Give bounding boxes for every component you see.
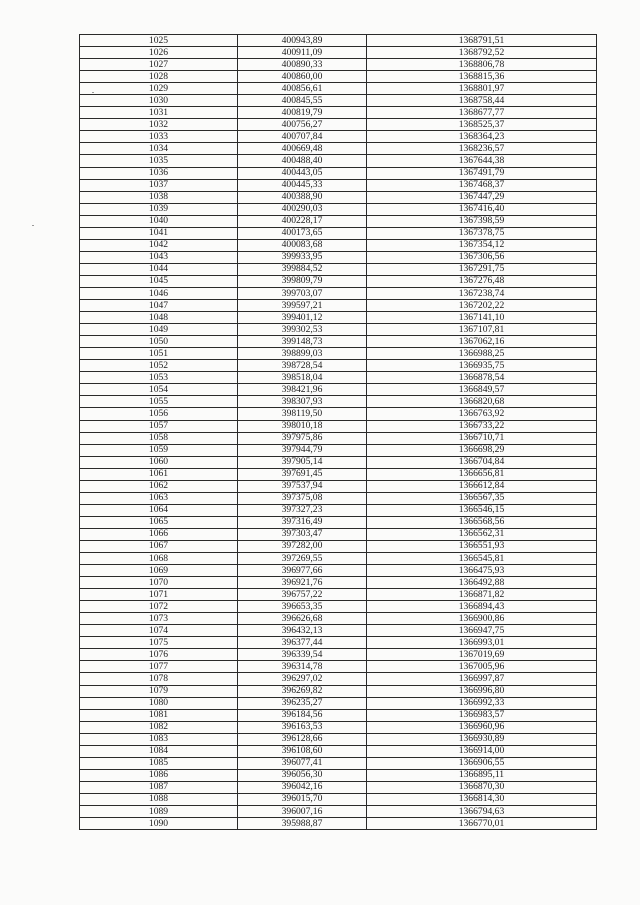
point-number-cell: 1033 [80, 131, 238, 143]
x-coordinate-cell: 400228,17 [238, 215, 367, 227]
point-number-cell: 1047 [80, 300, 238, 312]
x-coordinate-cell: 400707,84 [238, 131, 367, 143]
scan-speck [32, 225, 34, 226]
x-coordinate-cell: 397327,23 [238, 504, 367, 516]
y-coordinate-cell: 1367378,75 [367, 227, 597, 239]
y-coordinate-cell: 1367491,79 [367, 167, 597, 179]
point-number-cell: 1037 [80, 179, 238, 191]
x-coordinate-cell: 399302,53 [238, 324, 367, 336]
x-coordinate-cell: 397303,47 [238, 528, 367, 540]
x-coordinate-cell: 396653,35 [238, 601, 367, 613]
x-coordinate-cell: 400845,55 [238, 95, 367, 107]
x-coordinate-cell: 396977,66 [238, 565, 367, 577]
table-row [80, 107, 597, 119]
point-number-cell: 1045 [80, 275, 238, 287]
y-coordinate-cell: 1366546,15 [367, 504, 597, 516]
table-row [80, 360, 597, 372]
x-coordinate-cell: 400819,79 [238, 107, 367, 119]
point-number-cell: 1058 [80, 432, 238, 444]
y-coordinate-cell: 1367354,12 [367, 239, 597, 251]
x-coordinate-cell: 397282,00 [238, 540, 367, 552]
point-number-cell: 1069 [80, 565, 238, 577]
point-number-cell: 1061 [80, 468, 238, 480]
y-coordinate-cell: 1368815,36 [367, 71, 597, 83]
x-coordinate-cell: 396314,78 [238, 661, 367, 673]
y-coordinate-cell: 1366871,82 [367, 589, 597, 601]
x-coordinate-cell: 398899,03 [238, 348, 367, 360]
table-row [80, 384, 597, 396]
x-coordinate-cell: 400388,90 [238, 191, 367, 203]
y-coordinate-cell: 1366551,93 [367, 540, 597, 552]
y-coordinate-cell: 1366770,01 [367, 818, 597, 830]
x-coordinate-cell: 396042,16 [238, 781, 367, 793]
x-coordinate-cell: 396432,13 [238, 625, 367, 637]
x-coordinate-cell: 399703,07 [238, 287, 367, 299]
y-coordinate-cell: 1366878,54 [367, 372, 597, 384]
point-number-cell: 1040 [80, 215, 238, 227]
table-row [80, 806, 597, 818]
table-row [80, 601, 597, 613]
y-coordinate-cell: 1367291,75 [367, 263, 597, 275]
x-coordinate-cell: 400445,33 [238, 179, 367, 191]
table-row [80, 697, 597, 709]
x-coordinate-cell: 396015,70 [238, 793, 367, 805]
y-coordinate-cell: 1366820,68 [367, 396, 597, 408]
x-coordinate-cell: 396626,68 [238, 613, 367, 625]
y-coordinate-cell: 1366914,00 [367, 745, 597, 757]
table-row [80, 769, 597, 781]
y-coordinate-cell: 1366849,57 [367, 384, 597, 396]
y-coordinate-cell: 1366733,22 [367, 420, 597, 432]
x-coordinate-cell: 396184,56 [238, 709, 367, 721]
point-number-cell: 1052 [80, 360, 238, 372]
point-number-cell: 1026 [80, 47, 238, 59]
table-row [80, 528, 597, 540]
x-coordinate-cell: 400443,05 [238, 167, 367, 179]
x-coordinate-cell: 397537,94 [238, 480, 367, 492]
point-number-cell: 1055 [80, 396, 238, 408]
y-coordinate-cell: 1367447,29 [367, 191, 597, 203]
point-number-cell: 1031 [80, 107, 238, 119]
table-row [80, 396, 597, 408]
table-row [80, 432, 597, 444]
point-number-cell: 1050 [80, 336, 238, 348]
table-row [80, 71, 597, 83]
y-coordinate-cell: 1367468,37 [367, 179, 597, 191]
table-row [80, 685, 597, 697]
x-coordinate-cell: 396269,82 [238, 685, 367, 697]
point-number-cell: 1088 [80, 793, 238, 805]
y-coordinate-cell: 1368758,44 [367, 95, 597, 107]
x-coordinate-cell: 397975,86 [238, 432, 367, 444]
table-row [80, 625, 597, 637]
point-number-cell: 1075 [80, 637, 238, 649]
x-coordinate-cell: 399148,73 [238, 336, 367, 348]
x-coordinate-cell: 398010,18 [238, 420, 367, 432]
table-row [80, 504, 597, 516]
table-row [80, 444, 597, 456]
table-row [80, 312, 597, 324]
table-row [80, 637, 597, 649]
point-number-cell: 1036 [80, 167, 238, 179]
x-coordinate-cell: 400756,27 [238, 119, 367, 131]
table-row [80, 119, 597, 131]
point-number-cell: 1051 [80, 348, 238, 360]
point-number-cell: 1039 [80, 203, 238, 215]
x-coordinate-cell: 398307,93 [238, 396, 367, 408]
x-coordinate-cell: 396163,53 [238, 721, 367, 733]
x-coordinate-cell: 397375,08 [238, 492, 367, 504]
table-row [80, 227, 597, 239]
table-row [80, 745, 597, 757]
table-row [80, 553, 597, 565]
x-coordinate-cell: 398119,50 [238, 408, 367, 420]
y-coordinate-cell: 1366870,30 [367, 781, 597, 793]
point-number-cell: 1057 [80, 420, 238, 432]
point-number-cell: 1071 [80, 589, 238, 601]
x-coordinate-cell: 400856,61 [238, 83, 367, 95]
y-coordinate-cell: 1367062,16 [367, 336, 597, 348]
y-coordinate-cell: 1366562,31 [367, 528, 597, 540]
x-coordinate-cell: 398728,54 [238, 360, 367, 372]
x-coordinate-cell: 397269,55 [238, 553, 367, 565]
y-coordinate-cell: 1366930,89 [367, 733, 597, 745]
table-row [80, 372, 597, 384]
y-coordinate-cell: 1366698,29 [367, 444, 597, 456]
x-coordinate-cell: 399401,12 [238, 312, 367, 324]
x-coordinate-cell: 396128,66 [238, 733, 367, 745]
x-coordinate-cell: 400860,00 [238, 71, 367, 83]
y-coordinate-cell: 1366935,75 [367, 360, 597, 372]
point-number-cell: 1074 [80, 625, 238, 637]
table-row [80, 179, 597, 191]
x-coordinate-cell: 396377,44 [238, 637, 367, 649]
table-row [80, 480, 597, 492]
point-number-cell: 1043 [80, 251, 238, 263]
y-coordinate-cell: 1366906,55 [367, 757, 597, 769]
x-coordinate-cell: 400911,09 [238, 47, 367, 59]
y-coordinate-cell: 1367416,40 [367, 203, 597, 215]
table-row [80, 649, 597, 661]
y-coordinate-cell: 1366710,71 [367, 432, 597, 444]
table-row [80, 420, 597, 432]
y-coordinate-cell: 1366983,57 [367, 709, 597, 721]
point-number-cell: 1035 [80, 155, 238, 167]
point-number-cell: 1065 [80, 516, 238, 528]
coordinate-table-body [80, 35, 597, 830]
y-coordinate-cell: 1368525,37 [367, 119, 597, 131]
point-number-cell: 1078 [80, 673, 238, 685]
y-coordinate-cell: 1366475,93 [367, 565, 597, 577]
x-coordinate-cell: 395988,87 [238, 818, 367, 830]
point-number-cell: 1038 [80, 191, 238, 203]
table-row [80, 661, 597, 673]
x-coordinate-cell: 399597,21 [238, 300, 367, 312]
point-number-cell: 1028 [80, 71, 238, 83]
table-row [80, 35, 597, 47]
point-number-cell: 1079 [80, 685, 238, 697]
table-row [80, 456, 597, 468]
x-coordinate-cell: 400669,48 [238, 143, 367, 155]
point-number-cell: 1067 [80, 540, 238, 552]
x-coordinate-cell: 400890,33 [238, 59, 367, 71]
point-number-cell: 1081 [80, 709, 238, 721]
table-row [80, 408, 597, 420]
point-number-cell: 1076 [80, 649, 238, 661]
table-row [80, 83, 597, 95]
table-row [80, 275, 597, 287]
y-coordinate-cell: 1368364,23 [367, 131, 597, 143]
y-coordinate-cell: 1366992,33 [367, 697, 597, 709]
table-row [80, 781, 597, 793]
y-coordinate-cell: 1366993,01 [367, 637, 597, 649]
x-coordinate-cell: 396339,54 [238, 649, 367, 661]
table-row [80, 492, 597, 504]
x-coordinate-cell: 398518,04 [238, 372, 367, 384]
table-row [80, 324, 597, 336]
y-coordinate-cell: 1368677,77 [367, 107, 597, 119]
y-coordinate-cell: 1366947,75 [367, 625, 597, 637]
table-row [80, 733, 597, 745]
table-row [80, 516, 597, 528]
y-coordinate-cell: 1367398,59 [367, 215, 597, 227]
point-number-cell: 1062 [80, 480, 238, 492]
x-coordinate-cell: 400173,65 [238, 227, 367, 239]
table-row [80, 348, 597, 360]
y-coordinate-cell: 1366996,80 [367, 685, 597, 697]
point-number-cell: 1064 [80, 504, 238, 516]
y-coordinate-cell: 1367202,22 [367, 300, 597, 312]
table-row [80, 589, 597, 601]
table-row [80, 577, 597, 589]
point-number-cell: 1080 [80, 697, 238, 709]
x-coordinate-cell: 399933,95 [238, 251, 367, 263]
y-coordinate-cell: 1366960,96 [367, 721, 597, 733]
y-coordinate-cell: 1366988,25 [367, 348, 597, 360]
y-coordinate-cell: 1367005,96 [367, 661, 597, 673]
point-number-cell: 1073 [80, 613, 238, 625]
point-number-cell: 1027 [80, 59, 238, 71]
y-coordinate-cell: 1367644,38 [367, 155, 597, 167]
y-coordinate-cell: 1366567,35 [367, 492, 597, 504]
y-coordinate-cell: 1367306,56 [367, 251, 597, 263]
point-number-cell: 1066 [80, 528, 238, 540]
table-row [80, 287, 597, 299]
y-coordinate-cell: 1366763,92 [367, 408, 597, 420]
x-coordinate-cell: 396235,27 [238, 697, 367, 709]
point-number-cell: 1060 [80, 456, 238, 468]
y-coordinate-cell: 1366612,84 [367, 480, 597, 492]
point-number-cell: 1046 [80, 287, 238, 299]
point-number-cell: 1032 [80, 119, 238, 131]
table-row [80, 540, 597, 552]
table-row [80, 818, 597, 830]
point-number-cell: 1090 [80, 818, 238, 830]
x-coordinate-cell: 396108,60 [238, 745, 367, 757]
y-coordinate-cell: 1367019,69 [367, 649, 597, 661]
point-number-cell: 1029 [80, 83, 238, 95]
table-row [80, 673, 597, 685]
y-coordinate-cell: 1366794,63 [367, 806, 597, 818]
x-coordinate-cell: 399884,52 [238, 263, 367, 275]
point-number-cell: 1054 [80, 384, 238, 396]
y-coordinate-cell: 1366894,43 [367, 601, 597, 613]
table-row [80, 336, 597, 348]
y-coordinate-cell: 1368801,97 [367, 83, 597, 95]
y-coordinate-cell: 1366492,88 [367, 577, 597, 589]
point-number-cell: 1044 [80, 263, 238, 275]
point-number-cell: 1056 [80, 408, 238, 420]
x-coordinate-cell: 400943,89 [238, 35, 367, 47]
point-number-cell: 1025 [80, 35, 238, 47]
table-row [80, 721, 597, 733]
table-row [80, 95, 597, 107]
y-coordinate-cell: 1366545,81 [367, 553, 597, 565]
point-number-cell: 1086 [80, 769, 238, 781]
y-coordinate-cell: 1366704,84 [367, 456, 597, 468]
table-row [80, 793, 597, 805]
x-coordinate-cell: 396077,41 [238, 757, 367, 769]
y-coordinate-cell: 1366997,87 [367, 673, 597, 685]
x-coordinate-cell: 396056,30 [238, 769, 367, 781]
table-row [80, 300, 597, 312]
table-row [80, 263, 597, 275]
y-coordinate-cell: 1366656,81 [367, 468, 597, 480]
x-coordinate-cell: 397316,49 [238, 516, 367, 528]
table-row [80, 215, 597, 227]
table-row [80, 613, 597, 625]
table-row [80, 565, 597, 577]
point-number-cell: 1085 [80, 757, 238, 769]
y-coordinate-cell: 1367107,81 [367, 324, 597, 336]
table-row [80, 167, 597, 179]
point-number-cell: 1034 [80, 143, 238, 155]
table-row [80, 757, 597, 769]
x-coordinate-cell: 396921,76 [238, 577, 367, 589]
point-number-cell: 1082 [80, 721, 238, 733]
table-row [80, 468, 597, 480]
y-coordinate-cell: 1368806,78 [367, 59, 597, 71]
table-row [80, 59, 597, 71]
x-coordinate-cell: 400290,03 [238, 203, 367, 215]
point-number-cell: 1063 [80, 492, 238, 504]
y-coordinate-cell: 1367276,48 [367, 275, 597, 287]
y-coordinate-cell: 1368791,51 [367, 35, 597, 47]
x-coordinate-cell: 396297,02 [238, 673, 367, 685]
point-number-cell: 1041 [80, 227, 238, 239]
point-number-cell: 1077 [80, 661, 238, 673]
y-coordinate-cell: 1368792,52 [367, 47, 597, 59]
x-coordinate-cell: 396007,16 [238, 806, 367, 818]
point-number-cell: 1084 [80, 745, 238, 757]
table-row [80, 251, 597, 263]
point-number-cell: 1042 [80, 239, 238, 251]
coordinate-table [79, 34, 597, 830]
y-coordinate-cell: 1368236,57 [367, 143, 597, 155]
table-row [80, 143, 597, 155]
point-number-cell: 1059 [80, 444, 238, 456]
x-coordinate-cell: 399809,79 [238, 275, 367, 287]
x-coordinate-cell: 397691,45 [238, 468, 367, 480]
point-number-cell: 1083 [80, 733, 238, 745]
y-coordinate-cell: 1367141,10 [367, 312, 597, 324]
x-coordinate-cell: 397905,14 [238, 456, 367, 468]
point-number-cell: 1068 [80, 553, 238, 565]
x-coordinate-cell: 396757,22 [238, 589, 367, 601]
point-number-cell: 1048 [80, 312, 238, 324]
table-row [80, 47, 597, 59]
point-number-cell: 1049 [80, 324, 238, 336]
y-coordinate-cell: 1366895,11 [367, 769, 597, 781]
x-coordinate-cell: 400083,68 [238, 239, 367, 251]
y-coordinate-cell: 1367238,74 [367, 287, 597, 299]
table-row [80, 709, 597, 721]
table-row [80, 155, 597, 167]
y-coordinate-cell: 1366900,86 [367, 613, 597, 625]
x-coordinate-cell: 400488,40 [238, 155, 367, 167]
table-row [80, 203, 597, 215]
y-coordinate-cell: 1366814,30 [367, 793, 597, 805]
point-number-cell: 1053 [80, 372, 238, 384]
point-number-cell: 1087 [80, 781, 238, 793]
point-number-cell: 1030 [80, 95, 238, 107]
table-row [80, 239, 597, 251]
y-coordinate-cell: 1366568,56 [367, 516, 597, 528]
point-number-cell: 1089 [80, 806, 238, 818]
x-coordinate-cell: 397944,79 [238, 444, 367, 456]
table-row [80, 191, 597, 203]
x-coordinate-cell: 398421,96 [238, 384, 367, 396]
point-number-cell: 1072 [80, 601, 238, 613]
table-row [80, 131, 597, 143]
point-number-cell: 1070 [80, 577, 238, 589]
